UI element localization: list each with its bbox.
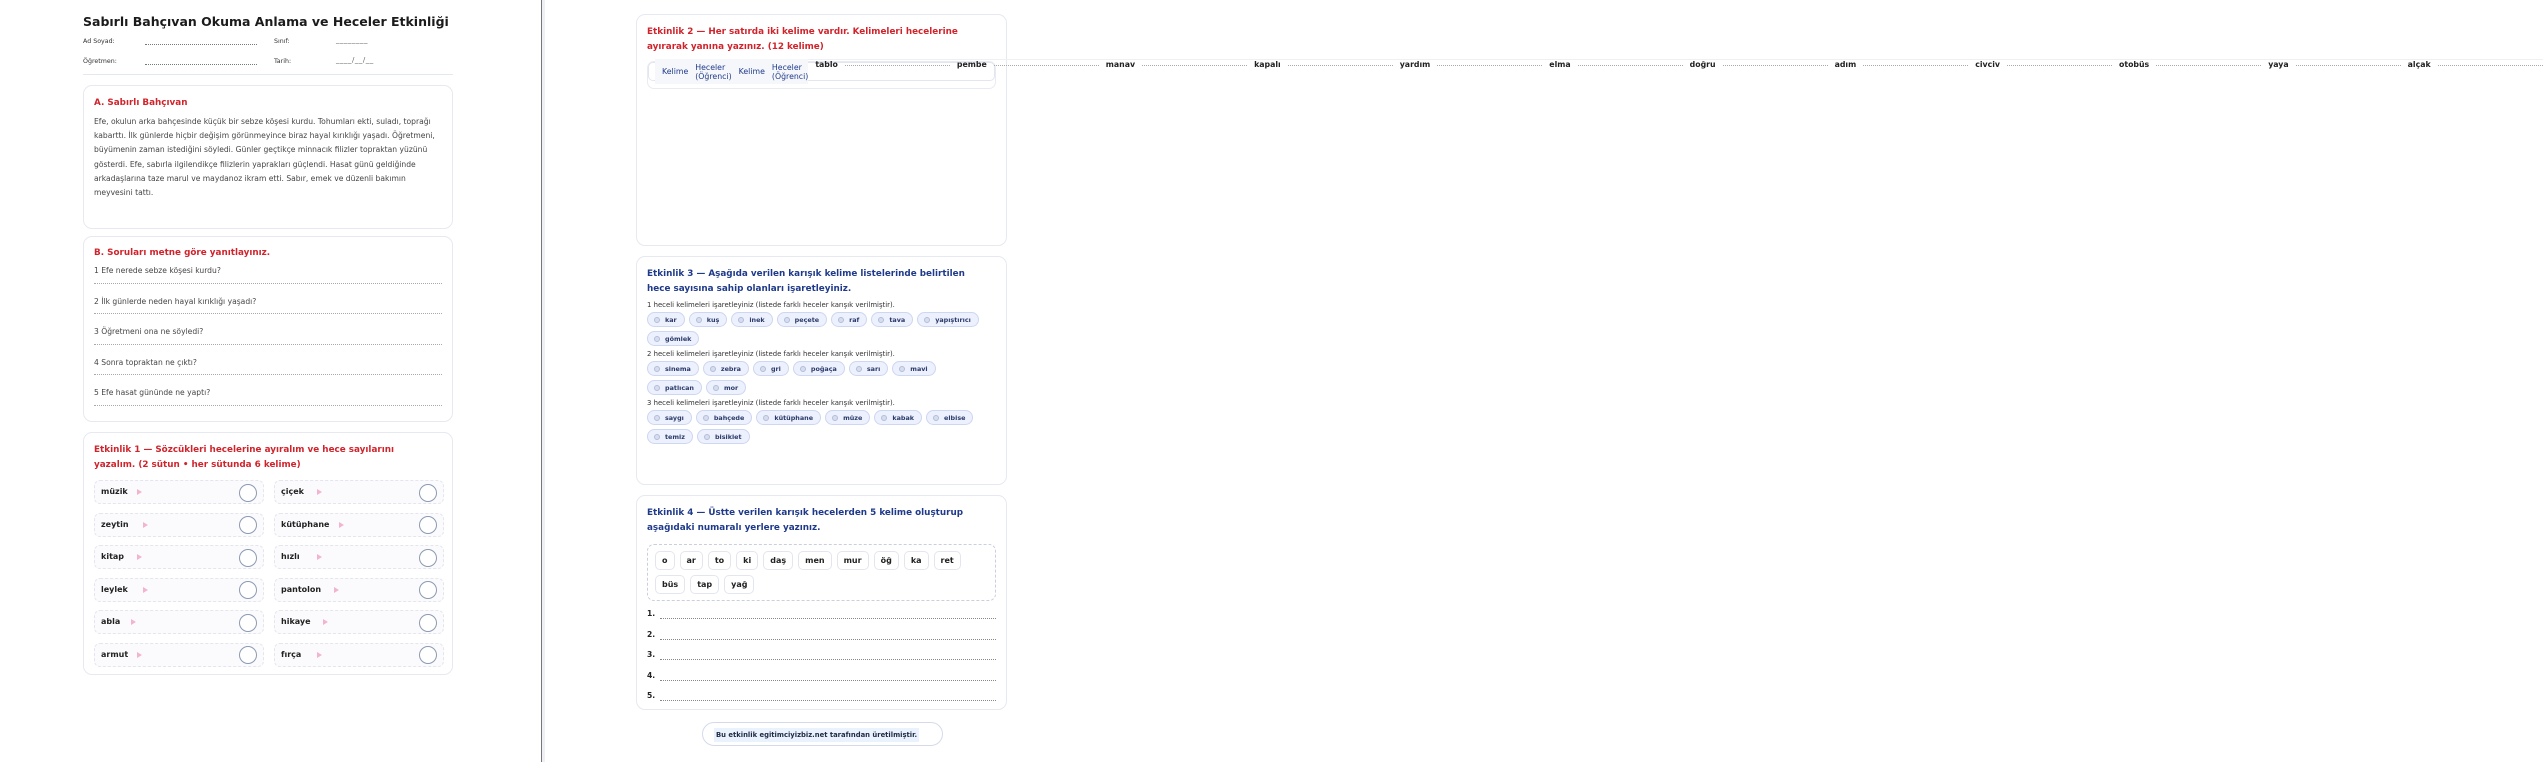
questions-title: B. Soruları metne göre yanıtlayınız. — [94, 248, 271, 258]
word-label: hızlı — [281, 552, 300, 561]
teacher-label: Öğretmen: — [83, 58, 117, 65]
word-chip[interactable] — [697, 429, 750, 444]
radio-icon[interactable] — [738, 317, 744, 323]
radio-icon[interactable] — [696, 317, 702, 323]
word-cell — [94, 643, 264, 667]
word-cell — [94, 610, 264, 634]
dotted-line[interactable] — [660, 680, 996, 681]
question-item — [94, 381, 442, 412]
group-instruction: 1 heceli kelimeleri işaretleyiniz (listede farklı heceler karışık verilmiştir). — [647, 301, 895, 309]
name-label: Ad Soyad: — [83, 38, 115, 45]
table-row — [1968, 59, 2261, 84]
radio-icon[interactable] — [704, 434, 710, 440]
syllable-tile: ret — [934, 551, 961, 570]
word-chip[interactable] — [647, 361, 699, 376]
dotted-line[interactable] — [660, 618, 996, 619]
class-field[interactable]: ________ — [336, 36, 368, 44]
word-chip[interactable] — [831, 312, 867, 327]
radio-icon[interactable] — [856, 366, 862, 372]
syllable-tile: ki — [736, 551, 758, 570]
word-chip[interactable] — [647, 380, 702, 395]
syllable-tile: yağ — [724, 575, 754, 594]
syllable-tile: mur — [837, 551, 869, 570]
header-syllables-2: Heceler (Öğrenci) — [771, 62, 809, 81]
syllable-answer-field[interactable] — [1571, 60, 1683, 69]
syllable-answer-field[interactable] — [838, 60, 950, 69]
answer-line[interactable] — [94, 283, 442, 284]
syllable-answer-field[interactable] — [2149, 60, 2261, 69]
syllable-count-circle[interactable] — [419, 614, 437, 632]
chip-label: sinema — [665, 364, 691, 373]
radio-icon[interactable] — [654, 366, 660, 372]
arrow-right-icon — [317, 554, 322, 560]
radio-icon[interactable] — [878, 317, 884, 323]
word-chip[interactable] — [703, 361, 749, 376]
dotted-line[interactable] — [660, 700, 996, 701]
chip-label: bisiklet — [714, 432, 742, 441]
chip-label: saygı — [665, 413, 684, 422]
word-chip[interactable] — [825, 410, 870, 425]
class-label: Sınıf: — [274, 38, 290, 45]
syllable-answer-field[interactable] — [1856, 60, 1968, 69]
word-cell — [274, 480, 444, 504]
syllable-count-circle[interactable] — [239, 614, 257, 632]
word-cell: adım — [1834, 59, 1857, 69]
word-cell — [274, 610, 444, 634]
syllable-bank — [647, 544, 996, 601]
syllable-tile: men — [798, 551, 831, 570]
word-chip-list — [647, 361, 984, 395]
word-chip[interactable] — [706, 380, 746, 395]
word-label: armut — [101, 649, 129, 659]
arrow-right-icon — [323, 619, 328, 625]
arrow-right-icon — [137, 652, 142, 658]
word-cell: doğru — [1689, 59, 1716, 69]
word-cell: elma — [1549, 59, 1571, 69]
chip-label: raf — [849, 315, 860, 324]
question-item — [94, 290, 442, 321]
word-cell: tablo — [815, 59, 838, 69]
syllable-answer-field[interactable] — [2000, 60, 2112, 69]
line-number: 5. — [647, 691, 656, 700]
word-label: hikaye — [281, 617, 311, 626]
radio-icon[interactable] — [933, 415, 939, 421]
word-chip[interactable] — [647, 410, 692, 425]
word-chip[interactable] — [647, 312, 685, 327]
activity3-title: Etkinlik 3 — Aşağıda verilen karışık kelime listelerinde belirtilen hece sayısına sahip olanları işaretleyiniz. — [647, 269, 965, 294]
syllable-count-circle[interactable] — [419, 484, 437, 502]
table-row — [2261, 59, 2542, 84]
word-cell: kapalı — [1254, 59, 1281, 69]
word-chip[interactable] — [874, 410, 922, 425]
arrow-right-icon — [317, 652, 322, 658]
answer-line[interactable] — [647, 646, 996, 666]
group-instruction: 2 heceli kelimeleri işaretleyiniz (listede farklı heceler karışık verilmiştir). — [647, 350, 895, 358]
radio-icon[interactable] — [881, 415, 887, 421]
arrow-right-icon — [143, 522, 148, 528]
radio-icon[interactable] — [800, 366, 806, 372]
word-label: çiçek — [281, 487, 304, 496]
arrow-right-icon — [339, 522, 344, 528]
question-text: 1 Efe nerede sebze köşesi kurdu? — [94, 266, 221, 275]
chip-label: kabak — [892, 413, 915, 422]
word-cell — [94, 480, 264, 504]
word-cell: yardım — [1399, 59, 1431, 69]
syllable-answer-field[interactable] — [1430, 60, 1542, 69]
word-label: kütüphane — [281, 519, 330, 529]
group-instruction: 3 heceli kelimeleri işaretleyiniz (listede farklı heceler karışık verilmiştir). — [647, 399, 895, 407]
word-chip[interactable] — [696, 410, 752, 425]
questions-card — [83, 236, 453, 422]
radio-icon[interactable] — [654, 336, 660, 342]
answer-line[interactable] — [647, 605, 996, 625]
activity1-card — [83, 432, 453, 675]
word-chip[interactable] — [756, 410, 821, 425]
arrow-right-icon — [334, 587, 339, 593]
story-card — [83, 85, 453, 229]
activity1-title: Etkinlik 1 — Sözcükleri hecelerine ayıralım ve hece sayılarını yazalım. (2 sütun • her sütunda 6 kelime) — [94, 445, 395, 470]
word-chip[interactable] — [871, 312, 913, 327]
radio-icon[interactable] — [784, 317, 790, 323]
word-cell: pembe — [956, 59, 987, 69]
word-chip[interactable] — [926, 410, 973, 425]
table-row — [1683, 59, 1969, 84]
line-number: 2. — [647, 629, 656, 639]
table-header — [655, 59, 808, 84]
activity2-card — [636, 14, 2431, 246]
chip-label: kütüphane — [774, 413, 814, 422]
word-cell: manav — [1105, 59, 1136, 69]
radio-icon[interactable] — [832, 415, 838, 421]
syllable-tile: tap — [690, 575, 719, 594]
answer-line[interactable] — [647, 687, 996, 707]
line-number: 4. — [647, 670, 656, 680]
word-chip[interactable] — [731, 312, 772, 327]
word-label: fırça — [281, 649, 302, 659]
radio-icon[interactable] — [760, 366, 766, 372]
word-label: müzik — [101, 487, 128, 496]
question-text: 5 Efe hasat gününde ne yaptı? — [94, 388, 211, 397]
chip-label: inek — [749, 315, 765, 324]
question-text: 4 Sonra topraktan ne çıktı? — [94, 357, 197, 367]
chip-label: tava — [889, 315, 906, 324]
word-chip-list — [647, 312, 984, 346]
syllable-count-circle[interactable] — [239, 646, 257, 664]
syllable-table — [647, 59, 2431, 89]
syllable-tile: o — [655, 551, 675, 570]
syllable-tile: to — [708, 551, 731, 570]
word-label: leylek — [101, 584, 128, 594]
syllable-count-circle[interactable] — [239, 581, 257, 599]
chip-label: zebra — [720, 364, 741, 373]
word-chip[interactable] — [753, 361, 789, 376]
syllable-count-circle[interactable] — [239, 516, 257, 534]
footer-text: Bu etkinlik egitimciyizbiz.net tarafından üretilmiştir. — [714, 728, 919, 742]
chip-label: peçete — [794, 315, 820, 324]
syllable-count-circle[interactable] — [239, 549, 257, 567]
word-cell: civciv — [1975, 59, 2000, 69]
syllable-answer-field[interactable] — [987, 60, 1099, 69]
activity4-card — [636, 495, 1007, 710]
header-divider — [83, 74, 453, 75]
radio-icon[interactable] — [654, 415, 660, 421]
radio-icon[interactable] — [703, 415, 709, 421]
chip-label: yapıştırıcı — [935, 315, 971, 324]
left-page — [0, 0, 523, 762]
word-label: abla — [101, 617, 121, 626]
chip-label: kar — [665, 315, 677, 324]
word-chip[interactable] — [777, 312, 827, 327]
activity3-card — [636, 256, 1007, 485]
chip-label: sarı — [866, 364, 881, 373]
word-cell — [274, 578, 444, 602]
story-text: Efe, okulun arka bahçesinde küçük bir sebze köşesi kurdu. Tohumları ekti, suladı, toprağı kabarttı. İlk günlerde hiçbir değişim görünmeyince biraz hayal kırıklığı yaşadı. Öğretmeni, büyümenin zaman istediğini söyledi. Günler geçtikçe minnacık filizler topraktan yüzünü gösterdi. Efe, sabırla ilgilendikçe filizlerin yaprakları güçlendi. Hasat günü geldiğinde arkadaşlarına taze marul ve maydanoz ikram etti. Sabır, emek ve düzenli bakımın meyvesini tattı. — [94, 117, 435, 198]
radio-icon[interactable] — [763, 415, 769, 421]
word-chip[interactable] — [917, 312, 979, 327]
line-number: 3. — [647, 650, 656, 659]
arrow-right-icon — [137, 554, 142, 560]
syllable-count-circle[interactable] — [419, 549, 437, 567]
chip-label: bahçede — [713, 413, 745, 422]
question-item — [94, 259, 442, 290]
answer-line[interactable] — [94, 374, 442, 375]
chip-label: elbise — [944, 413, 966, 422]
answer-line[interactable] — [647, 667, 996, 687]
chip-label: mor — [723, 383, 739, 392]
header-syllables-1: Heceler (Öğrenci) — [695, 62, 732, 81]
table-row — [808, 59, 1098, 84]
header-word-2: Kelime — [738, 67, 765, 76]
date-label: Tarih: — [274, 58, 292, 65]
question-item — [94, 320, 442, 351]
syllable-tile: daş — [763, 551, 793, 570]
right-page — [545, 0, 2431, 762]
radio-icon[interactable] — [654, 317, 660, 323]
syllable-answer-field[interactable] — [2431, 60, 2543, 69]
question-item — [94, 351, 442, 382]
syllable-count-circle[interactable] — [419, 646, 437, 664]
answer-line[interactable] — [94, 405, 442, 406]
syllable-answer-field[interactable] — [1716, 60, 1828, 69]
activity4-title: Etkinlik 4 — Üstte verilen karışık hecelerden 5 kelime oluşturup aşağıdaki numaralı yerlere yazınız. — [647, 508, 964, 533]
chip-label: gömlek — [665, 334, 692, 343]
syllable-tile: ka — [904, 551, 929, 570]
story-title: A. Sabırlı Bahçıvan — [94, 98, 188, 108]
header-word-1: Kelime — [662, 67, 689, 76]
chip-label: poğaça — [810, 364, 837, 373]
arrow-right-icon — [317, 489, 322, 495]
page-title: Sabırlı Bahçıvan Okuma Anlama ve Heceler Etkinliği — [83, 14, 449, 29]
syllable-tile: ar — [680, 551, 703, 570]
teacher-field[interactable] — [145, 64, 257, 65]
arrow-right-icon — [131, 619, 136, 625]
line-number: 1. — [647, 609, 656, 618]
chip-label: mavi — [910, 364, 928, 373]
syllable-answer-field[interactable] — [1135, 60, 1247, 69]
activity2-title: Etkinlik 2 — Her satırda iki kelime vardır. Kelimeleri hecelerine ayırarak yanına yazınız. (12 kelime) — [647, 27, 958, 52]
word-cell — [274, 513, 444, 537]
date-field[interactable]: ____/__/__ — [336, 56, 374, 64]
word-cell — [274, 545, 444, 569]
radio-icon[interactable] — [838, 317, 844, 323]
word-cell: otobüs — [2118, 59, 2150, 69]
radio-icon[interactable] — [713, 385, 719, 391]
word-chip[interactable] — [689, 312, 728, 327]
chip-label: kuş — [706, 315, 720, 324]
radio-icon[interactable] — [710, 366, 716, 372]
answer-line[interactable] — [94, 344, 442, 345]
answer-line[interactable] — [94, 313, 442, 314]
chip-label: patlıcan — [665, 383, 694, 392]
word-chip[interactable] — [849, 361, 888, 376]
question-text: 3 Öğretmeni ona ne söyledi? — [94, 327, 204, 336]
chip-label: müze — [843, 413, 863, 422]
word-cell — [274, 643, 444, 667]
answer-line[interactable] — [647, 626, 996, 646]
chip-label: temiz — [665, 432, 685, 441]
radio-icon[interactable] — [899, 366, 905, 372]
word-chip[interactable] — [647, 331, 699, 346]
word-label: pantolon — [281, 584, 322, 594]
word-chip[interactable] — [892, 361, 935, 376]
word-cell: yaya — [2268, 59, 2289, 69]
radio-icon[interactable] — [924, 317, 930, 323]
syllable-count-circle[interactable] — [239, 484, 257, 502]
question-text: 2 İlk günlerde neden hayal kırıklığı yaşadı? — [94, 296, 257, 306]
arrow-right-icon — [137, 489, 142, 495]
word-chip[interactable] — [647, 429, 693, 444]
syllable-count-circle[interactable] — [419, 516, 437, 534]
syllable-answer-field[interactable] — [1281, 60, 1393, 69]
word-cell — [94, 513, 264, 537]
word-label: kitap — [101, 552, 125, 561]
table-row — [1099, 59, 1393, 84]
arrow-right-icon — [143, 587, 148, 593]
syllable-tile: öğ — [874, 551, 899, 570]
word-chip[interactable] — [793, 361, 845, 376]
radio-icon[interactable] — [654, 434, 660, 440]
radio-icon[interactable] — [654, 385, 660, 391]
dotted-line[interactable] — [660, 639, 996, 640]
syllable-count-circle[interactable] — [419, 581, 437, 599]
syllable-answer-field[interactable] — [2289, 60, 2401, 69]
word-cell — [94, 545, 264, 569]
chip-label: gri — [770, 364, 781, 373]
table-row — [1393, 59, 1683, 84]
syllable-tile: büs — [655, 575, 685, 594]
dotted-line[interactable] — [660, 659, 996, 660]
footer-badge — [702, 722, 943, 746]
word-cell: alçak — [2407, 59, 2431, 69]
word-cell — [94, 578, 264, 602]
word-chip-list — [647, 410, 984, 444]
name-field[interactable] — [145, 44, 257, 45]
word-label: zeytin — [101, 519, 129, 529]
